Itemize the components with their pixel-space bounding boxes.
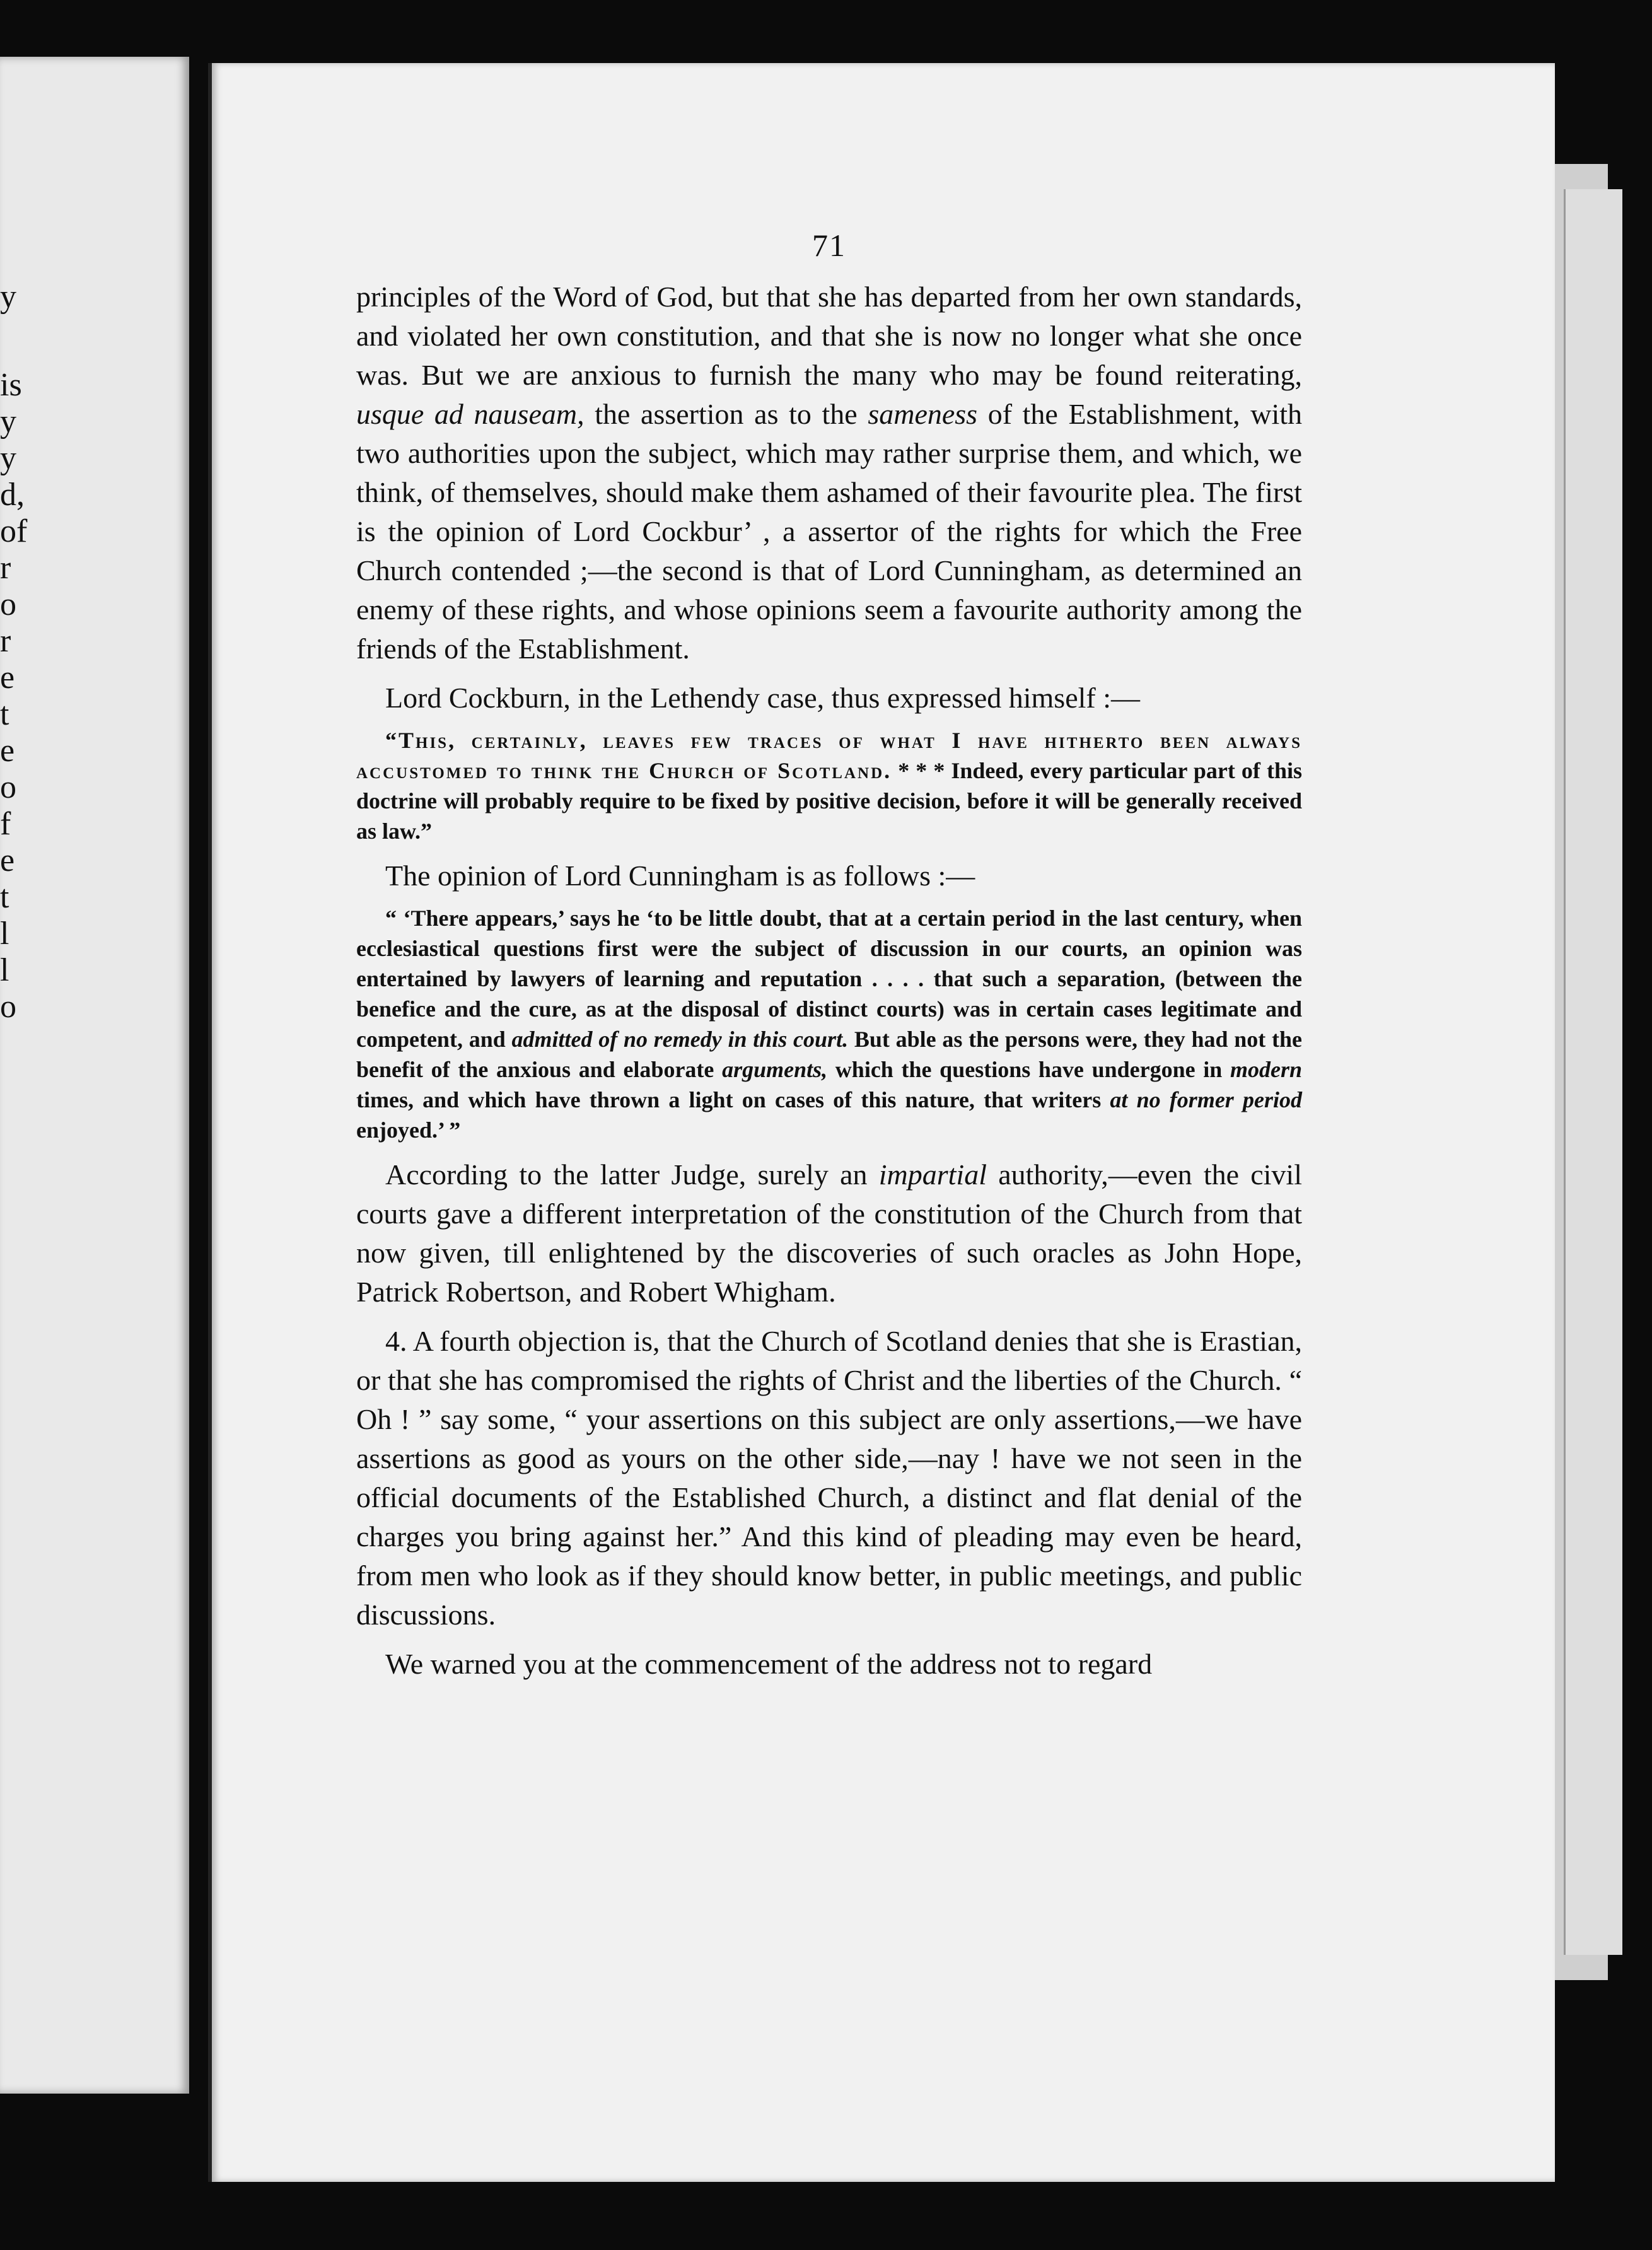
left-page-fragment: f [0,806,11,842]
paragraph-1 [356,277,1302,668]
small-caps-text: “This, certainly, leaves few traces of what I have hitherto been always accustomed to think the Church of Scotland. [356,728,1302,783]
emphasis: impartial [878,1158,987,1191]
quote-cockburn [356,725,1302,846]
page-edge [1564,189,1622,1955]
text-run: “ ‘There appears,’ says he ‘to be little doubt, that at a certain period in the last century, when ecclesiastical questions first were the subject of discussion in our courts, an opinion was entertained by lawyers of learning and reputation . . . . that such a separation, (between the benefice and the cure, as at the disposal of distinct courts) was in certain cases legitimate and competent, and [356,906,1302,1052]
left-page-fragment: of [0,513,28,549]
left-page-fragment: l [0,952,9,988]
paragraph-4 [356,1155,1302,1312]
left-page-fragment: e [0,842,15,878]
emphasis: at no former period [1110,1087,1302,1112]
left-page-fragment: o [0,586,16,622]
left-page-fragment: o [0,989,16,1025]
text-run: principles of the Word of God, but that she has departed from her own standards, and violated her own constitution, and that she is now no longer what she once was. But we are anxious to furnish the many who may be found reiterating, [356,281,1302,391]
emphasis: modern [1230,1057,1303,1082]
left-page-fragment: d, [0,477,25,513]
left-page-fragment: y [0,440,16,476]
text-run: of the Establishment, with two authorities upon the subject, which may rather surprise them, and which, we think, of themselves, should make them ashamed of their favourite plea. The first is the opinion of Lord Cockbur’ , a assertor of the rights for which the Free Church contended ;—the second is that of Lord Cunningham, as determined an enemy of these rights, and whose opinions seem a favourite authority among the friends of the Establishment. [356,398,1303,665]
text-run: which the questions have undergone in [827,1057,1230,1082]
left-page-fragment: t [0,696,9,732]
text-run: times, and which have thrown a light on cases of this nature, that writers [356,1087,1110,1112]
left-page-fragment: r [0,550,11,586]
emphasis: sameness [868,398,978,430]
left-facing-page [0,57,189,2094]
emphasis: admitted of no remedy in this court. [511,1027,849,1052]
text-run: But able as the persons were, they had not the benefit of the anxious and elaborate [356,1027,1303,1082]
emphasis: arguments, [722,1057,828,1082]
left-page-fragment: e [0,733,15,769]
paragraph-6: We warned you at the commencement of the address not to regard [385,1648,1153,1680]
left-page-fragment: e [0,660,15,696]
left-page-fragment: r [0,623,11,659]
paragraph-2: Lord Cockburn, in the Lethendy case, thus expressed himself :— [385,682,1140,714]
paragraph-3: The opinion of Lord Cunningham is as follows :— [385,860,975,892]
text-run: According to the latter Judge, surely an [385,1158,879,1191]
left-page-fragment: y [0,279,16,315]
left-page-fragment: y [0,404,16,440]
page-number: 71 [812,228,846,263]
emphasis: usque ad nauseam, [356,398,585,430]
left-page-fragment: t [0,879,9,915]
left-page-fragment: is [0,367,22,403]
text-run: authority,—even the civil courts gave a different interpretation of the constitution of the Church from that now given, till enlightened by the discoveries of such oracles as John Hope, Patrick Robertson, and Robert Whigham. [356,1158,1302,1308]
quote-cunningham [356,903,1302,1145]
left-page-fragment: l [0,916,9,952]
left-page-fragment: o [0,769,16,805]
paragraph-5: 4. A fourth objection is, that the Church of Scotland denies that she is Erastian, or that she has compromised the rights of Christ and the liberties of the Church. “ Oh ! ” say some, “ your assertions on this subject are only assertions,—we have assertions as good as yours on the other side,—nay ! have we not seen in the official documents of the Established Church, a distinct and flat denial of the charges you bring against her.” And this kind of pleading may even be heard, from men who look as if they should know better, in public meetings, and public discussions. [356,1325,1302,1631]
text-run: the assertion as to the [584,398,868,430]
text-run: * * * Indeed, every particular part of this doctrine will probably require to be fixed by positive decision, before it will be generally received as law.” [356,758,1302,844]
text-run: enjoyed.’ ” [356,1117,461,1143]
page-content [356,227,1302,1684]
